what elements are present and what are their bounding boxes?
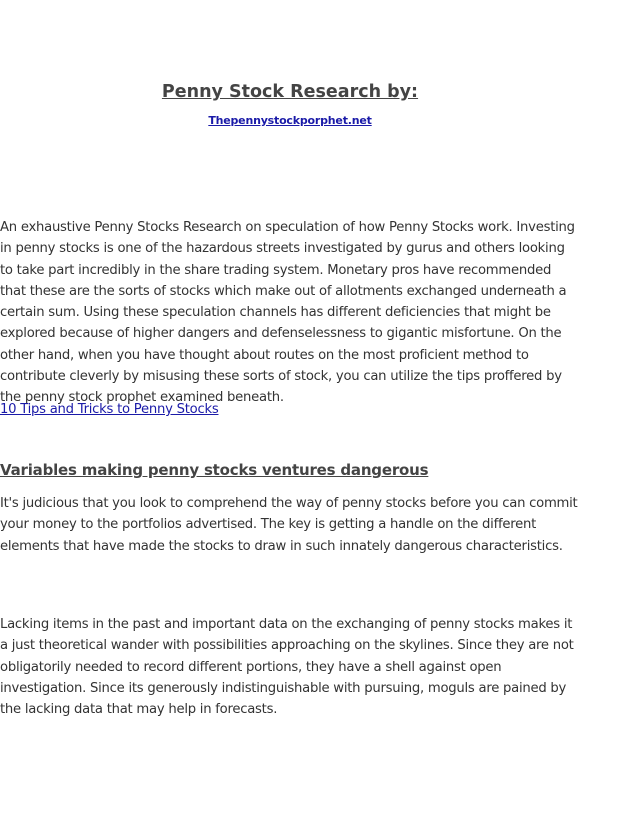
tips-link[interactable]: 10 Tips and Tricks to Penny Stocks xyxy=(0,402,219,417)
site-link[interactable]: Thepennystockporphet.net xyxy=(208,114,372,127)
document-title: Penny Stock Research by: xyxy=(161,82,419,102)
body-paragraph-2: Lacking items in the past and important data on the exchanging of penny stocks makes it a just theoretical wander with possibilities approaching on the skylines. Since they are not obligatorily needed to record different portions, they have a shell against open investigation. Since its generously indistinguishable with pursuing, moguls are pained by the lacking data that may help in forecasts. xyxy=(0,617,574,718)
intro-paragraph: An exhaustive Penny Stocks Research on speculation of how Penny Stocks work. Investing in penny stocks is one of the hazardous streets investigated by gurus and others looking to take part incredibly in the share trading system. Monetary pros have recommended that these are the sorts of stocks which make out of allotments exchanged underneath a certain sum. Using these speculation channels has different deficiencies that might be explored because of higher dangers and defenselessness to gigantic misfortune. On the other hand, when you have thought about routes on the most proficient method to contribute cleverly by misusing these sorts of stock, you can utilize the tips proffered by the penny stock prophet examined beneath. xyxy=(0,220,575,406)
section-heading: Variables making penny stocks ventures dangerous xyxy=(0,461,429,479)
body-paragraph-1: It's judicious that you look to comprehend the way of penny stocks before you can commit your money to the portfolios advertised. The key is getting a handle on the different elements that have made the stocks to draw in such innately dangerous characteristics. xyxy=(0,496,578,554)
